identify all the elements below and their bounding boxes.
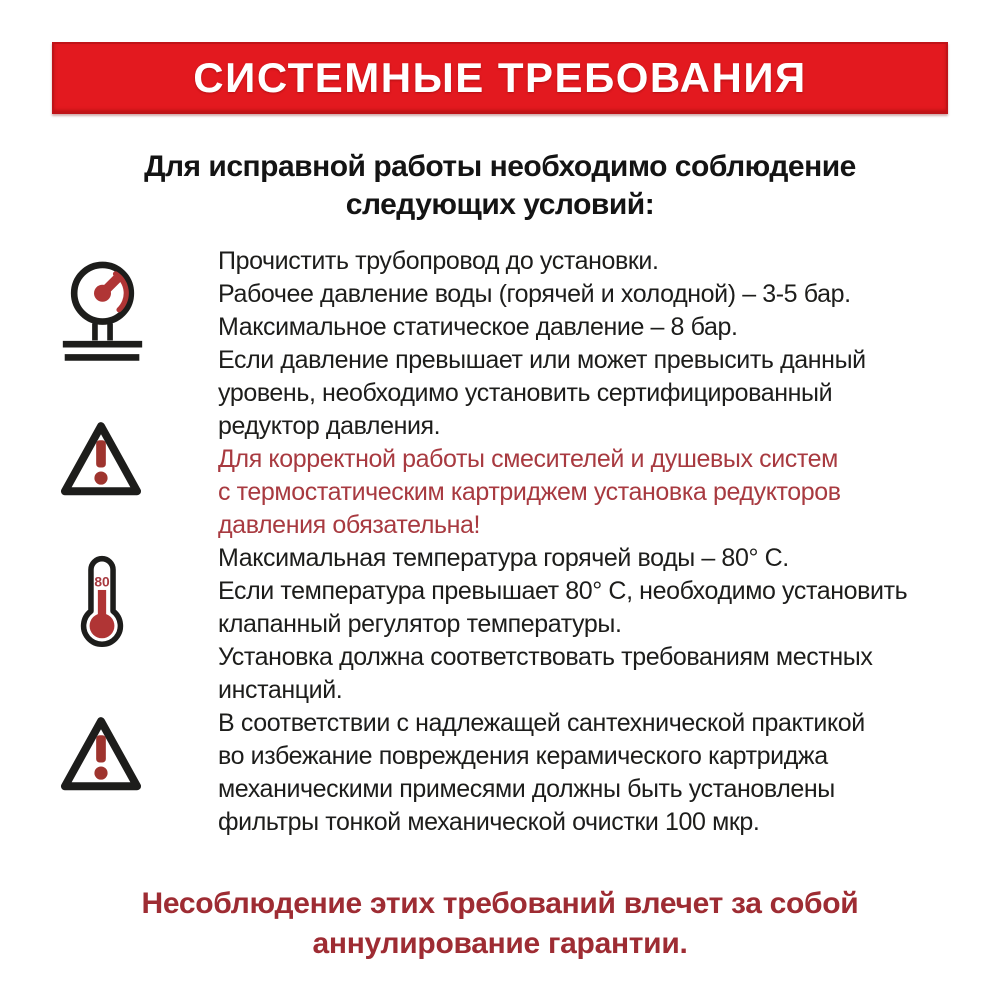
footer-warning: [0, 884, 1000, 964]
requirement-line: инстанций.: [218, 676, 343, 704]
footer-warning-line-2: аннулирование гарантии.: [312, 927, 688, 960]
thermometer-temp-label: 80: [94, 574, 110, 590]
requirement-line: Рабочее давление воды (горячей и холодной) – 3-5 бар.: [218, 280, 851, 308]
requirement-line: уровень, необходимо установить сертифицированный: [218, 379, 833, 407]
subtitle: [0, 148, 1000, 224]
requirement-line: Для корректной работы смесителей и душевых систем: [218, 445, 838, 473]
requirements-lines: [218, 245, 945, 839]
footer-warning-line-1: Несоблюдение этих требований влечет за собой: [141, 887, 859, 920]
subtitle-line-2: следующих условий:: [345, 188, 655, 221]
requirement-line: давления обязательна!: [218, 511, 481, 539]
requirement-line: механическими примесями должны быть установлены: [218, 775, 835, 803]
requirement-line: Прочистить трубопровод до установки.: [218, 247, 659, 275]
warning-triangle-icon: [57, 713, 145, 797]
requirement-line: с термостатическим картриджем установка редукторов: [218, 478, 841, 506]
page-title: СИСТЕМНЫЕ ТРЕБОВАНИЯ: [193, 54, 807, 101]
requirement-line: Максимальная температура горячей воды – 80° С.: [218, 544, 789, 572]
header-banner: [52, 42, 948, 114]
requirement-line: В соответствии с надлежащей сантехнической практикой: [218, 709, 865, 737]
requirement-line: редуктор давления.: [218, 412, 441, 440]
requirement-line: во избежание повреждения керамического картриджа: [218, 742, 828, 770]
requirement-line: клапанный регулятор температуры.: [218, 610, 622, 638]
requirement-line: Установка должна соответствовать требованиям местных: [218, 643, 873, 671]
requirement-line: Если давление превышает или может превысить данный: [218, 346, 866, 374]
pressure-gauge-icon: [60, 261, 145, 367]
requirements-section: [55, 245, 945, 870]
requirement-line: фильтры тонкой механической очистки 100 мкр.: [218, 808, 760, 836]
warning-triangle-icon: [57, 418, 145, 502]
thermometer-icon: [79, 555, 125, 647]
requirement-line: Максимальное статическое давление – 8 бар.: [218, 313, 738, 341]
subtitle-line-1: Для исправной работы необходимо соблюдение: [144, 150, 856, 183]
requirement-line: Если температура превышает 80° С, необходимо установить: [218, 577, 908, 605]
